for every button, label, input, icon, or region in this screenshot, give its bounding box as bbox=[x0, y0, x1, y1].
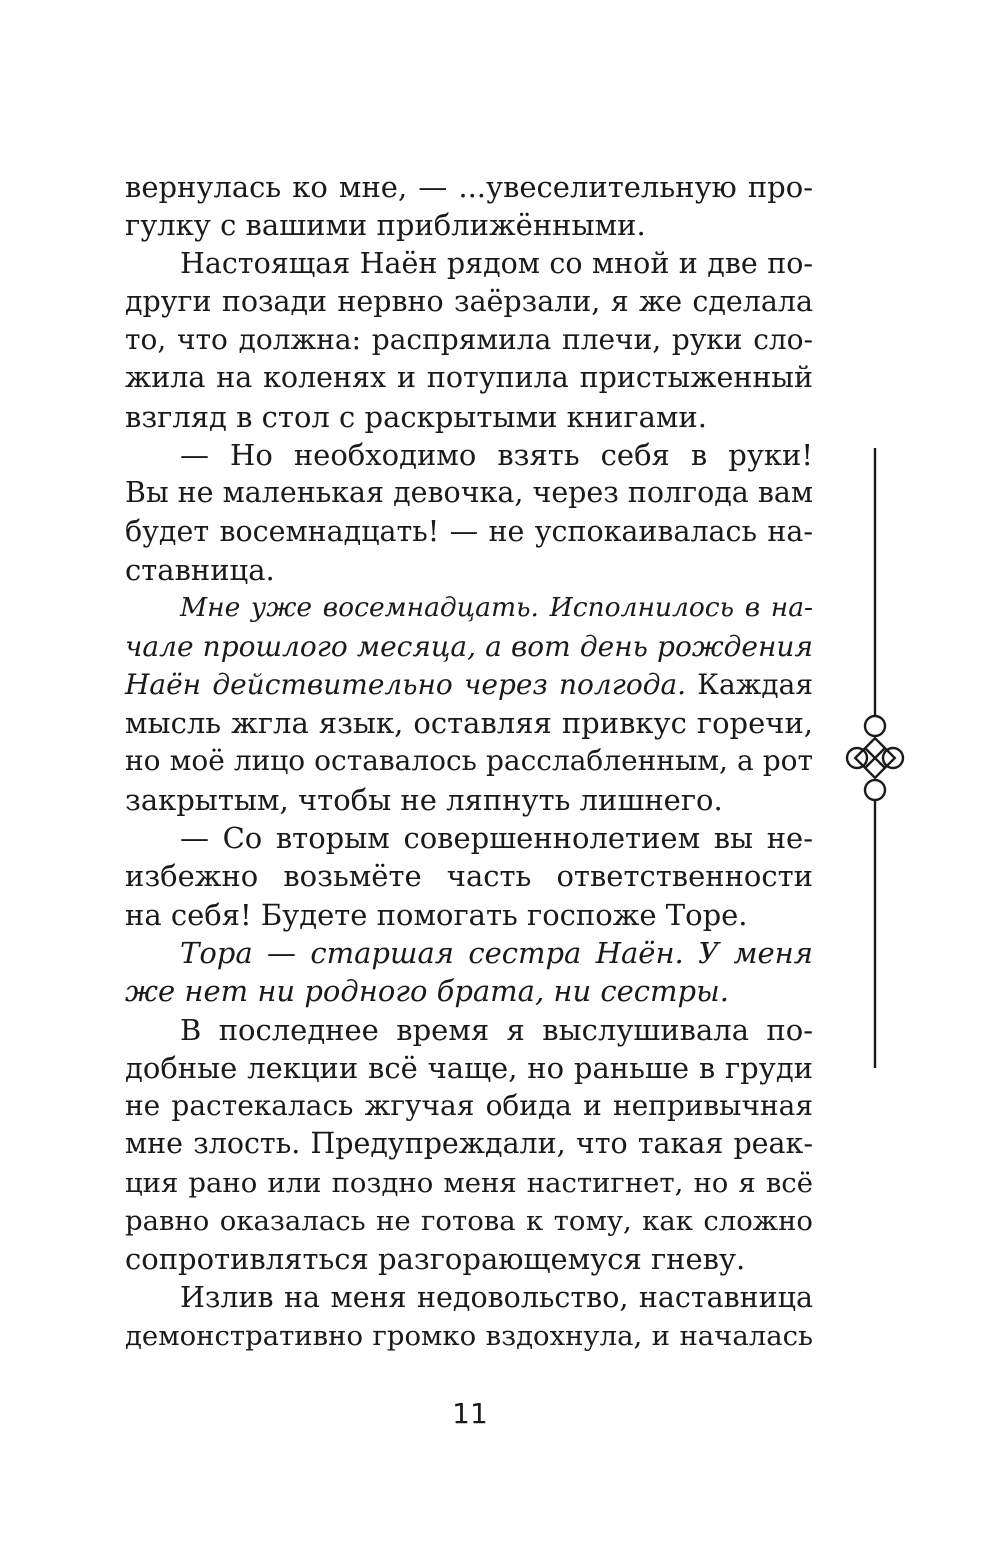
text-segment: В последнее время я выслушивала по- bbox=[180, 1012, 813, 1047]
text-segment: на себя! Будете помогать госпоже Торе. bbox=[125, 897, 748, 932]
text-line bbox=[125, 1240, 813, 1278]
text-line bbox=[125, 168, 813, 206]
text-line bbox=[125, 245, 813, 283]
text-segment: будет восемнадцать! — не успокаивалась на- bbox=[125, 514, 813, 548]
text-segment: мысль жгла язык, оставляя привкус горечи, bbox=[125, 706, 813, 741]
text-segment: Каждая bbox=[686, 667, 813, 701]
italic-text-segment: чале прошлого месяца, а вот день рождения bbox=[125, 629, 813, 663]
text-segment: ция рано или поздно меня настигнет, но я всё bbox=[125, 1166, 813, 1199]
italic-text-segment: Мне уже восемнадцать. Исполнилось в на- bbox=[180, 592, 813, 624]
text-line bbox=[125, 972, 813, 1010]
text-line bbox=[125, 551, 813, 589]
text-line bbox=[125, 1202, 813, 1240]
italic-text-segment: Наён действительно через полгода. bbox=[125, 667, 687, 701]
text-line bbox=[125, 1087, 813, 1125]
italic-text-segment: Тора — старшая сестра Наён. У меня bbox=[180, 935, 813, 970]
text-line bbox=[125, 934, 813, 972]
text-line bbox=[125, 513, 813, 551]
text-segment: но моё лицо оставалось расслабленным, а рот bbox=[125, 744, 813, 778]
text-line bbox=[125, 474, 813, 512]
text-segment: Настоящая Наён рядом со мной и две по- bbox=[180, 246, 813, 280]
text-line bbox=[125, 359, 813, 397]
text-line bbox=[125, 1049, 813, 1087]
text-line bbox=[125, 1011, 813, 1049]
text-line bbox=[125, 589, 813, 627]
text-line bbox=[125, 704, 813, 742]
text-segment: то, что должна: распрямила плечи, руки сло- bbox=[125, 323, 813, 357]
text-segment: демонстративно громко вздохнула, и началась bbox=[125, 1319, 813, 1352]
text-segment: равно оказалась не готова к тому, как сложно bbox=[125, 1205, 813, 1238]
page-number: 11 bbox=[452, 1397, 488, 1430]
text-line bbox=[125, 628, 813, 666]
text-line bbox=[125, 1164, 813, 1202]
text-line bbox=[125, 321, 813, 359]
text-line bbox=[125, 398, 813, 436]
text-segment: жила на коленях и потупила пристыженный bbox=[125, 361, 813, 395]
text-line bbox=[125, 666, 813, 704]
text-segment: гулку с вашими приближёнными. bbox=[125, 208, 646, 243]
text-segment: — Но необходимо взять себя в руки! bbox=[180, 438, 813, 473]
ornament-left-loop bbox=[847, 748, 867, 768]
text-segment: вернулась ко мне, — ...увеселительную про- bbox=[125, 170, 813, 204]
text-line bbox=[125, 1279, 813, 1317]
body-text bbox=[125, 168, 813, 1355]
ornament-right-loop bbox=[883, 748, 903, 768]
text-segment: Вы не маленькая девочка, через полгода вам bbox=[125, 476, 814, 510]
text-segment: мне злость. Предупреждали, что такая реак- bbox=[125, 1127, 813, 1161]
text-segment: не растекалась жгучая обида и непривычная bbox=[125, 1089, 813, 1123]
text-line bbox=[125, 1317, 813, 1355]
text-line bbox=[125, 283, 813, 321]
text-line bbox=[125, 206, 813, 244]
text-segment: добные лекции всё чаще, но раньше в груди bbox=[125, 1050, 813, 1085]
text-segment: избежно возьмёте часть ответственности bbox=[125, 859, 813, 894]
text-line bbox=[125, 1125, 813, 1163]
italic-text-segment: же нет ни родного брата, ни сестры. bbox=[125, 974, 729, 1009]
ornament-bottom-loop bbox=[865, 780, 885, 800]
text-segment: други позади нервно заёрзали, я же сделала bbox=[125, 284, 813, 318]
text-segment: Излив на меня недовольство, наставница bbox=[180, 1280, 813, 1314]
text-line bbox=[125, 742, 813, 780]
text-line bbox=[125, 436, 813, 474]
text-segment: закрытым, чтобы не ляпнуть лишнего. bbox=[125, 782, 723, 817]
text-segment: взгляд в стол с раскрытыми книгами. bbox=[125, 399, 707, 434]
ornament-top-loop bbox=[865, 716, 885, 736]
text-line bbox=[125, 781, 813, 819]
text-segment: ставница. bbox=[125, 552, 275, 587]
text-line bbox=[125, 857, 813, 895]
text-line bbox=[125, 819, 813, 857]
text-segment: сопротивляться разгорающемуся гневу. bbox=[125, 1242, 746, 1277]
text-line bbox=[125, 896, 813, 934]
endless-knot-ornament-icon bbox=[845, 448, 905, 1068]
text-segment: — Со вторым совершеннолетием вы не- bbox=[180, 821, 813, 856]
